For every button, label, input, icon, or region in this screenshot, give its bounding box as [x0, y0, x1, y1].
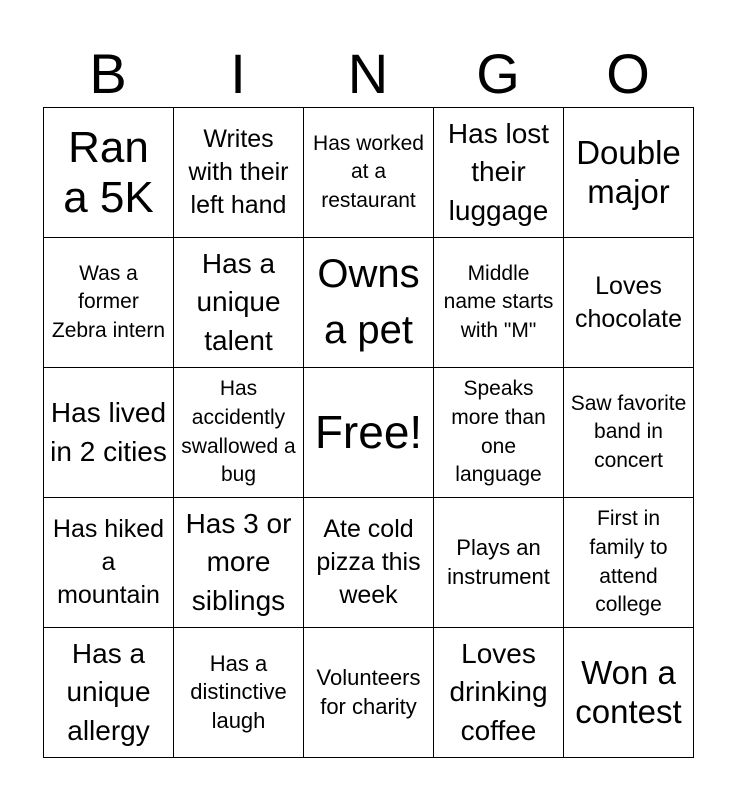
bingo-cell-r3-c4[interactable]: [434, 368, 564, 498]
cell-text: Has a distinctive laugh: [190, 650, 287, 733]
cell-text: First in family to attend college: [589, 507, 668, 617]
cell-text: Volunteers for charity: [316, 664, 421, 719]
bingo-cell-r5-c5[interactable]: [564, 628, 694, 758]
cell-text: Has accidently swallowed a bug: [181, 377, 296, 487]
cell-text: Middle name starts with "M": [443, 261, 554, 342]
bingo-cell-r4-c3[interactable]: [304, 498, 434, 628]
bingo-cell-r2-c2[interactable]: [174, 238, 304, 368]
header-letter-i: I: [230, 42, 246, 105]
cell-text: Loves drinking coffee: [449, 637, 548, 746]
bingo-cell-r2-c3[interactable]: [304, 238, 434, 368]
bingo-cell-r1-c2[interactable]: [174, 108, 304, 238]
bingo-cell-r4-c2[interactable]: [174, 498, 304, 628]
cell-text: Has 3 or more siblings: [185, 507, 292, 616]
bingo-cell-r1-c4[interactable]: [434, 108, 564, 238]
bingo-cell-r3-c2[interactable]: [174, 368, 304, 498]
cell-text: Has hiked a mountain: [52, 515, 165, 609]
cell-text: Has worked at a restaurant: [313, 131, 424, 212]
bingo-cell-r4-c5[interactable]: [564, 498, 694, 628]
header-letter-g: G: [476, 42, 520, 105]
bingo-cell-r2-c5[interactable]: [564, 238, 694, 368]
cell-text: Has a unique talent: [196, 247, 281, 356]
bingo-header: [43, 40, 693, 108]
bingo-cell-r5-c1[interactable]: [44, 628, 174, 758]
cell-text: Writes with their left hand: [188, 125, 289, 219]
bingo-cell-r5-c3[interactable]: [304, 628, 434, 758]
cell-text: Has a unique allergy: [66, 637, 151, 746]
cell-text: Has lived in 2 cities: [50, 396, 167, 467]
bingo-cell-r3-c5[interactable]: [564, 368, 694, 498]
cell-text: Free!: [314, 406, 423, 459]
cell-text: Plays an instrument: [447, 534, 550, 589]
cell-text: Owns a pet: [317, 252, 420, 352]
bingo-cell-r4-c4[interactable]: [434, 498, 564, 628]
bingo-cell-r1-c5[interactable]: [564, 108, 694, 238]
cell-text: Saw favorite band in concert: [570, 391, 687, 472]
bingo-cell-r5-c4[interactable]: [434, 628, 564, 758]
bingo-cell-r2-c1[interactable]: [44, 238, 174, 368]
cell-text: Won a contest: [575, 653, 682, 730]
bingo-cell-r1-c1[interactable]: [44, 108, 174, 238]
cell-text: Speaks more than one language: [451, 377, 546, 487]
bingo-board: [43, 107, 694, 758]
bingo-cell-r3-c1[interactable]: [44, 368, 174, 498]
cell-text: Has lost their luggage: [447, 117, 550, 226]
cell-text: Ate cold pizza this week: [316, 515, 421, 609]
cell-text: Was a former Zebra intern: [51, 261, 166, 342]
header-letter-o: O: [606, 42, 650, 105]
cell-text: Loves chocolate: [574, 271, 683, 333]
free-space[interactable]: [304, 368, 434, 498]
cell-text: Ran a 5K: [63, 123, 154, 222]
cell-text: Double major: [576, 133, 681, 210]
bingo-cell-r5-c2[interactable]: [174, 628, 304, 758]
header-letter-b: B: [89, 42, 127, 105]
header-letter-n: N: [347, 42, 389, 105]
bingo-cell-r4-c1[interactable]: [44, 498, 174, 628]
bingo-cell-r2-c4[interactable]: [434, 238, 564, 368]
bingo-cell-r1-c3[interactable]: [304, 108, 434, 238]
